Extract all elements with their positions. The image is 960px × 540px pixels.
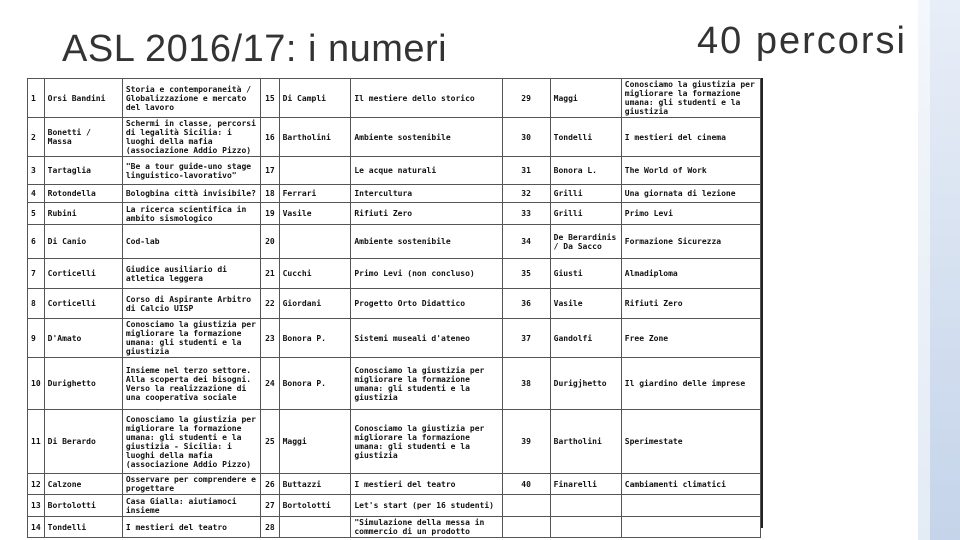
cell-teacher-b: Vasile <box>279 203 351 225</box>
cell-teacher-a: Rubini <box>44 203 122 225</box>
cell-project-c: Almadiploma <box>621 259 760 289</box>
cell-teacher-c: Gandolfi <box>550 319 621 358</box>
cell-teacher-a: Corticelli <box>44 289 122 319</box>
cell-project-b: Sistemi museali d'ateneo <box>351 319 502 358</box>
table-row <box>28 79 761 118</box>
background-stripe <box>930 0 960 540</box>
cell-num-b: 15 <box>261 79 279 118</box>
cell-project-c: Free Zone <box>621 319 760 358</box>
cell-teacher-b <box>279 225 351 259</box>
cell-num-a: 1 <box>28 79 45 118</box>
cell-teacher-c: Finarelli <box>550 474 621 495</box>
cell-num-c: 39 <box>502 410 550 474</box>
cell-project-b: Rifiuti Zero <box>351 203 502 225</box>
projects-table <box>27 78 761 538</box>
cell-num-c <box>502 517 550 538</box>
cell-project-c: Sperimestate <box>621 410 760 474</box>
table-row <box>28 118 761 157</box>
cell-project-a: Conosciamo la giustizia per migliorare la formazione umana: gli studenti e la giustizia <box>122 319 260 358</box>
cell-project-a: Storia e contemporaneità / Globalizzazione e mercato del lavoro <box>122 79 260 118</box>
cell-teacher-b: Cucchi <box>279 259 351 289</box>
cell-num-c: 32 <box>502 185 550 203</box>
cell-teacher-c: Giusti <box>550 259 621 289</box>
table-row <box>28 319 761 358</box>
cell-teacher-c: Bonora L. <box>550 157 621 185</box>
cell-project-b: Intercultura <box>351 185 502 203</box>
cell-teacher-a: Di Berardo <box>44 410 122 474</box>
cell-project-a: Osservare per comprendere e progettare <box>122 474 260 495</box>
cell-num-a: 14 <box>28 517 45 538</box>
cell-project-a: Giudice ausiliario di atletica leggera <box>122 259 260 289</box>
cell-num-c: 35 <box>502 259 550 289</box>
cell-num-c: 29 <box>502 79 550 118</box>
cell-teacher-c: Grilli <box>550 203 621 225</box>
table-row <box>28 358 761 410</box>
cell-teacher-b: Bonora P. <box>279 358 351 410</box>
cell-teacher-a: Corticelli <box>44 259 122 289</box>
cell-teacher-a: Tondelli <box>44 517 122 538</box>
cell-project-c: I mestieri del cinema <box>621 118 760 157</box>
cell-num-a: 11 <box>28 410 45 474</box>
cell-teacher-a: Tartaglia <box>44 157 122 185</box>
cell-num-a: 2 <box>28 118 45 157</box>
cell-project-c: Cambiamenti climatici <box>621 474 760 495</box>
cell-project-a: Corso di Aspirante Arbitro di Calcio UISP <box>122 289 260 319</box>
table-row <box>28 495 761 517</box>
cell-project-a: Bologbina città invisibile? <box>122 185 260 203</box>
table-row <box>28 517 761 538</box>
cell-num-c: 37 <box>502 319 550 358</box>
cell-num-a: 12 <box>28 474 45 495</box>
cell-teacher-b: Di Campli <box>279 79 351 118</box>
cell-teacher-a: Di Canio <box>44 225 122 259</box>
cell-num-a: 4 <box>28 185 45 203</box>
cell-teacher-a: Bonetti / Massa <box>44 118 122 157</box>
cell-teacher-a: Durighetto <box>44 358 122 410</box>
slide-subtitle: 40 percorsi <box>697 20 907 62</box>
cell-project-b: Ambiente sostenibile <box>351 118 502 157</box>
table-row <box>28 203 761 225</box>
cell-num-a: 5 <box>28 203 45 225</box>
cell-teacher-c: De Berardinis / Da Sacco <box>550 225 621 259</box>
cell-num-b: 16 <box>261 118 279 157</box>
cell-project-a: "Be a tour guide-uno stage linguistico-lavorativo" <box>122 157 260 185</box>
cell-num-a: 6 <box>28 225 45 259</box>
cell-num-b: 27 <box>261 495 279 517</box>
cell-num-b: 24 <box>261 358 279 410</box>
cell-teacher-b: Bortolotti <box>279 495 351 517</box>
cell-teacher-c: Grilli <box>550 185 621 203</box>
cell-num-c: 33 <box>502 203 550 225</box>
cell-teacher-b: Bartholini <box>279 118 351 157</box>
cell-num-b: 17 <box>261 157 279 185</box>
cell-num-a: 8 <box>28 289 45 319</box>
cell-num-b: 20 <box>261 225 279 259</box>
cell-num-c: 36 <box>502 289 550 319</box>
table-row <box>28 259 761 289</box>
table-row <box>28 225 761 259</box>
cell-teacher-a: Rotondella <box>44 185 122 203</box>
cell-num-b: 25 <box>261 410 279 474</box>
cell-project-c: Una giornata di lezione <box>621 185 760 203</box>
cell-project-c: Formazione Sicurezza <box>621 225 760 259</box>
cell-teacher-c: Maggi <box>550 79 621 118</box>
cell-teacher-a: Calzone <box>44 474 122 495</box>
cell-num-b: 19 <box>261 203 279 225</box>
cell-project-c: Il giardino delle imprese <box>621 358 760 410</box>
cell-teacher-c: Durigjhetto <box>550 358 621 410</box>
cell-project-c: Conosciamo la giustizia per migliorare la formazione umana: gli studenti e la giustizia <box>621 79 760 118</box>
cell-project-b: Let's start (per 16 studenti) <box>351 495 502 517</box>
cell-project-a: I mestieri del teatro <box>122 517 260 538</box>
cell-project-a: La ricerca scientifica in ambito sismologico <box>122 203 260 225</box>
cell-teacher-b: Bonora P. <box>279 319 351 358</box>
table-row <box>28 289 761 319</box>
cell-project-b: Progetto Orto Didattico <box>351 289 502 319</box>
cell-teacher-a: Orsi Bandini <box>44 79 122 118</box>
cell-teacher-b: Ferrari <box>279 185 351 203</box>
cell-num-b: 26 <box>261 474 279 495</box>
slide-title: ASL 2016/17: i numeri <box>62 28 448 70</box>
cell-num-c: 30 <box>502 118 550 157</box>
cell-num-c: 38 <box>502 358 550 410</box>
cell-project-b: Conosciamo la giustizia per migliorare la formazione umana: gli studenti e la giustizia <box>351 410 502 474</box>
cell-project-a: Cod-lab <box>122 225 260 259</box>
cell-num-a: 13 <box>28 495 45 517</box>
cell-num-c <box>502 495 550 517</box>
cell-num-c: 40 <box>502 474 550 495</box>
cell-num-b: 28 <box>261 517 279 538</box>
cell-teacher-b <box>279 517 351 538</box>
cell-num-b: 21 <box>261 259 279 289</box>
table-row <box>28 185 761 203</box>
cell-teacher-b: Maggi <box>279 410 351 474</box>
cell-project-c: Primo Levi <box>621 203 760 225</box>
cell-teacher-b: Buttazzi <box>279 474 351 495</box>
cell-project-b: Primo Levi (non concluso) <box>351 259 502 289</box>
background-stripe-light <box>918 0 930 540</box>
cell-num-b: 23 <box>261 319 279 358</box>
table-row <box>28 410 761 474</box>
cell-project-b: Ambiente sostenibile <box>351 225 502 259</box>
cell-num-a: 3 <box>28 157 45 185</box>
cell-num-a: 9 <box>28 319 45 358</box>
cell-project-b: Le acque naturali <box>351 157 502 185</box>
cell-teacher-c <box>550 495 621 517</box>
cell-project-a: Casa Gialla: aiutiamoci insieme <box>122 495 260 517</box>
cell-teacher-b: Giordani <box>279 289 351 319</box>
cell-num-b: 18 <box>261 185 279 203</box>
cell-num-b: 22 <box>261 289 279 319</box>
cell-project-b: Il mestiere dello storico <box>351 79 502 118</box>
cell-teacher-c: Tondelli <box>550 118 621 157</box>
table-row <box>28 157 761 185</box>
cell-project-b: Conosciamo la giustizia per migliorare la formazione umana: gli studenti e la giustizia <box>351 358 502 410</box>
cell-teacher-c: Bartholini <box>550 410 621 474</box>
cell-teacher-b <box>279 157 351 185</box>
cell-project-a: Insieme nel terzo settore. Alla scoperta dei bisogni. Verso la realizzazione di una cooperativa sociale <box>122 358 260 410</box>
cell-num-a: 7 <box>28 259 45 289</box>
cell-num-c: 34 <box>502 225 550 259</box>
cell-teacher-a: D'Amato <box>44 319 122 358</box>
table-row <box>28 474 761 495</box>
table-image <box>27 78 763 536</box>
cell-teacher-a: Bortolotti <box>44 495 122 517</box>
cell-project-a: Schermi in classe, percorsi di legalità Sicilia: i luoghi della mafia (associazione Addio Pizzo) <box>122 118 260 157</box>
cell-project-b: "Simulazione della messa in commercio di un prodotto <box>351 517 502 538</box>
cell-teacher-c: Vasile <box>550 289 621 319</box>
cell-project-c <box>621 517 760 538</box>
cell-project-c: Rifiuti Zero <box>621 289 760 319</box>
cell-project-b: I mestieri del teatro <box>351 474 502 495</box>
cell-project-a: Conosciamo la giustizia per migliorare la formazione umana: gli studenti e la giustizia - Sicilia: i luoghi della mafia (associazione Addio Pizzo) <box>122 410 260 474</box>
cell-num-a: 10 <box>28 358 45 410</box>
cell-project-c: The World of Work <box>621 157 760 185</box>
cell-num-c: 31 <box>502 157 550 185</box>
cell-project-c <box>621 495 760 517</box>
cell-teacher-c <box>550 517 621 538</box>
